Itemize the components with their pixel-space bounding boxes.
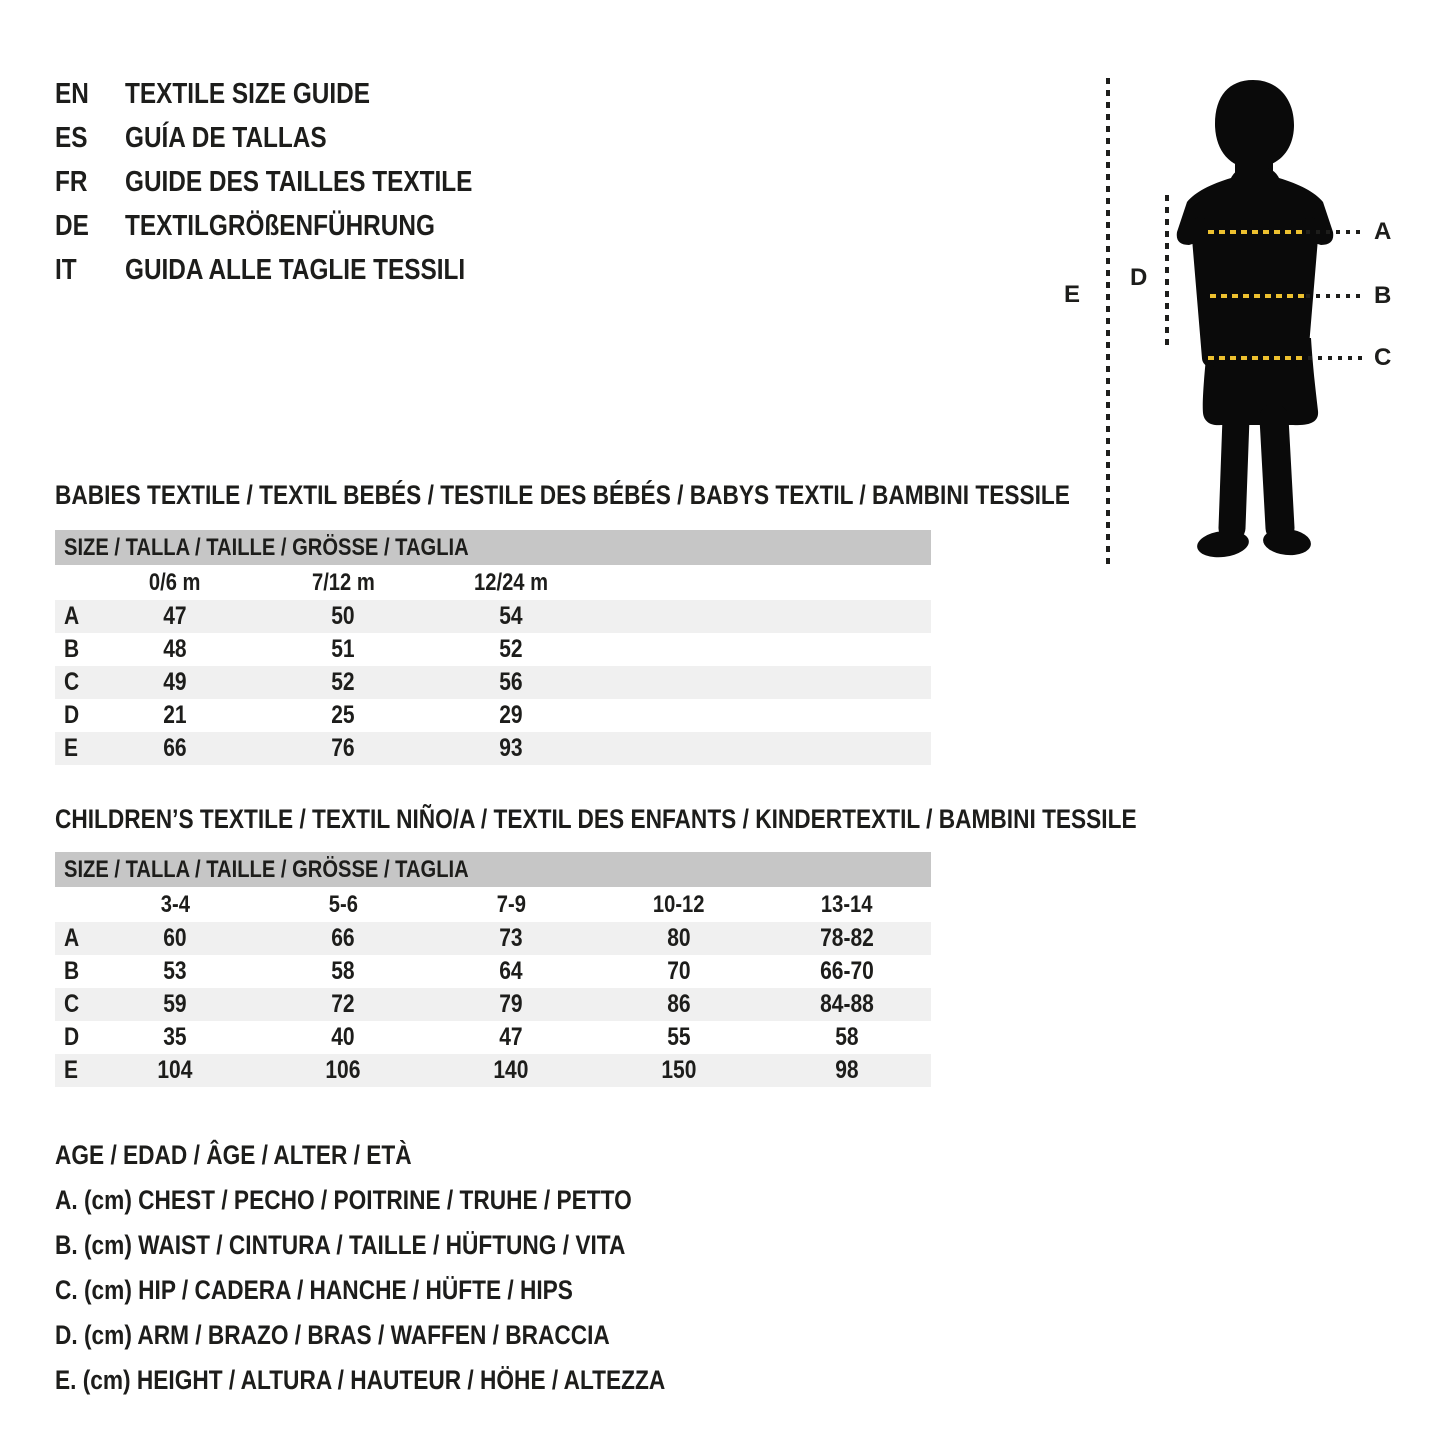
hip-measure-dash-c xyxy=(1208,356,1306,360)
table-row-a xyxy=(55,922,931,955)
row-label: A xyxy=(64,924,80,952)
children-size-table xyxy=(55,852,931,1087)
arm-measure-line-d xyxy=(1165,195,1169,351)
children-section-title: CHILDREN’S TEXTILE / TEXTIL NIÑO/A / TEXTIL DES ENFANTS / KINDERTEXTIL / BAMBINI TESSILE xyxy=(55,804,1137,834)
cell-value: 66 xyxy=(331,924,355,952)
children-column-7-9: 7-9 xyxy=(496,890,526,918)
guide-title-fr: GUIDE DES TAILLES TEXTILE xyxy=(125,165,473,198)
row-label: E xyxy=(64,1056,79,1084)
guide-title-it: GUIDA ALLE TAGLIE TESSILI xyxy=(125,253,466,286)
measurement-figure xyxy=(0,0,1445,600)
table-row-a xyxy=(55,600,931,633)
cell-value: 52 xyxy=(499,635,523,663)
babies-column-header-row xyxy=(55,565,931,600)
language-code: IT xyxy=(55,253,77,286)
legend-hip: C. (cm) HIP / CADERA / HANCHE / HÜFTE / HIPS xyxy=(55,1275,573,1305)
guide-title-es: GUÍA DE TALLAS xyxy=(125,121,327,154)
row-label: C xyxy=(64,990,80,1018)
cell-value: 29 xyxy=(499,701,523,729)
cell-value: 49 xyxy=(163,668,187,696)
language-code: DE xyxy=(55,209,89,242)
babies-section-title: BABIES TEXTILE / TEXTIL BEBÉS / TESTILE DES BÉBÉS / BABYS TEXTIL / BAMBINI TESSILE xyxy=(55,480,1070,510)
cell-value: 98 xyxy=(835,1056,859,1084)
table-row-d xyxy=(55,1021,931,1054)
cell-value: 104 xyxy=(157,1056,193,1084)
cell-value: 60 xyxy=(163,924,187,952)
cell-value: 84-88 xyxy=(820,990,874,1018)
cell-value: 47 xyxy=(499,1023,523,1051)
children-column-3-4: 3-4 xyxy=(160,890,190,918)
children-column-header-row xyxy=(55,887,931,922)
table-row-d xyxy=(55,699,931,732)
cell-value: 59 xyxy=(163,990,187,1018)
measure-label-e: E xyxy=(1064,281,1081,308)
hip-leader-line-c xyxy=(1308,356,1362,360)
row-label: A xyxy=(64,602,80,630)
cell-value: 64 xyxy=(499,957,523,985)
cell-value: 56 xyxy=(499,668,523,696)
table-row-e xyxy=(55,1054,931,1087)
legend-waist: B. (cm) WAIST / CINTURA / TAILLE / HÜFTUNG / VITA xyxy=(55,1230,626,1260)
babies-size-header-bar xyxy=(55,530,931,565)
babies-size-header-text: SIZE / TALLA / TAILLE / GRÖSSE / TAGLIA xyxy=(64,533,469,561)
children-column-10-12: 10-12 xyxy=(653,890,705,918)
children-size-header-text: SIZE / TALLA / TAILLE / GRÖSSE / TAGLIA xyxy=(64,855,469,883)
babies-column-12-24m: 12/24 m xyxy=(473,568,548,596)
table-row-b xyxy=(55,955,931,988)
cell-value: 66-70 xyxy=(820,957,874,985)
measure-label-b: B xyxy=(1374,282,1392,309)
cell-value: 106 xyxy=(325,1056,361,1084)
cell-value: 70 xyxy=(667,957,691,985)
row-label: D xyxy=(64,701,80,729)
language-code: EN xyxy=(55,77,89,110)
cell-value: 78-82 xyxy=(820,924,874,952)
babies-size-table xyxy=(55,530,931,765)
row-label: E xyxy=(64,734,79,762)
chest-leader-line-a xyxy=(1306,230,1362,234)
cell-value: 21 xyxy=(163,701,187,729)
language-code: FR xyxy=(55,165,88,198)
legend-age: AGE / EDAD / ÂGE / ALTER / ETÀ xyxy=(55,1140,412,1170)
cell-value: 51 xyxy=(331,635,355,663)
cell-value: 47 xyxy=(163,602,187,630)
cell-value: 48 xyxy=(163,635,187,663)
cell-value: 58 xyxy=(835,1023,859,1051)
cell-value: 72 xyxy=(331,990,355,1018)
table-row-e xyxy=(55,732,931,765)
language-code: ES xyxy=(55,121,88,154)
cell-value: 58 xyxy=(331,957,355,985)
waist-leader-line-b xyxy=(1306,294,1362,298)
legend-height: E. (cm) HEIGHT / ALTURA / HAUTEUR / HÖHE / ALTEZZA xyxy=(55,1365,666,1395)
cell-value: 93 xyxy=(499,734,523,762)
waist-measure-dash-b xyxy=(1210,294,1304,298)
cell-value: 80 xyxy=(667,924,691,952)
cell-value: 66 xyxy=(163,734,187,762)
guide-title-en: TEXTILE SIZE GUIDE xyxy=(125,77,370,110)
cell-value: 52 xyxy=(331,668,355,696)
children-column-5-6: 5-6 xyxy=(328,890,358,918)
cell-value: 35 xyxy=(163,1023,187,1051)
row-label: B xyxy=(64,635,80,663)
cell-value: 73 xyxy=(499,924,523,952)
guide-title-de: TEXTILGRÖßENFÜHRUNG xyxy=(125,209,435,242)
cell-value: 25 xyxy=(331,701,355,729)
row-label: D xyxy=(64,1023,80,1051)
legend-arm: D. (cm) ARM / BRAZO / BRAS / WAFFEN / BRACCIA xyxy=(55,1320,610,1350)
cell-value: 55 xyxy=(667,1023,691,1051)
cell-value: 86 xyxy=(667,990,691,1018)
row-label: C xyxy=(64,668,80,696)
cell-value: 50 xyxy=(331,602,355,630)
cell-value: 40 xyxy=(331,1023,355,1051)
measure-label-d: D xyxy=(1130,264,1148,291)
table-row-c xyxy=(55,666,931,699)
babies-column-7-12m: 7/12 m xyxy=(311,568,375,596)
cell-value: 140 xyxy=(493,1056,529,1084)
measure-label-c: C xyxy=(1374,344,1392,371)
table-row-c xyxy=(55,988,931,1021)
legend-chest: A. (cm) CHEST / PECHO / POITRINE / TRUHE / PETTO xyxy=(55,1185,632,1215)
babies-column-0-6m: 0/6 m xyxy=(149,568,201,596)
row-label: B xyxy=(64,957,80,985)
children-column-13-14: 13-14 xyxy=(821,890,873,918)
table-row-b xyxy=(55,633,931,666)
chest-measure-dash-a xyxy=(1208,230,1304,234)
cell-value: 76 xyxy=(331,734,355,762)
children-size-header-bar xyxy=(55,852,931,887)
cell-value: 53 xyxy=(163,957,187,985)
measure-label-a: A xyxy=(1374,218,1392,245)
cell-value: 79 xyxy=(499,990,523,1018)
cell-value: 54 xyxy=(499,602,523,630)
cell-value: 150 xyxy=(661,1056,697,1084)
